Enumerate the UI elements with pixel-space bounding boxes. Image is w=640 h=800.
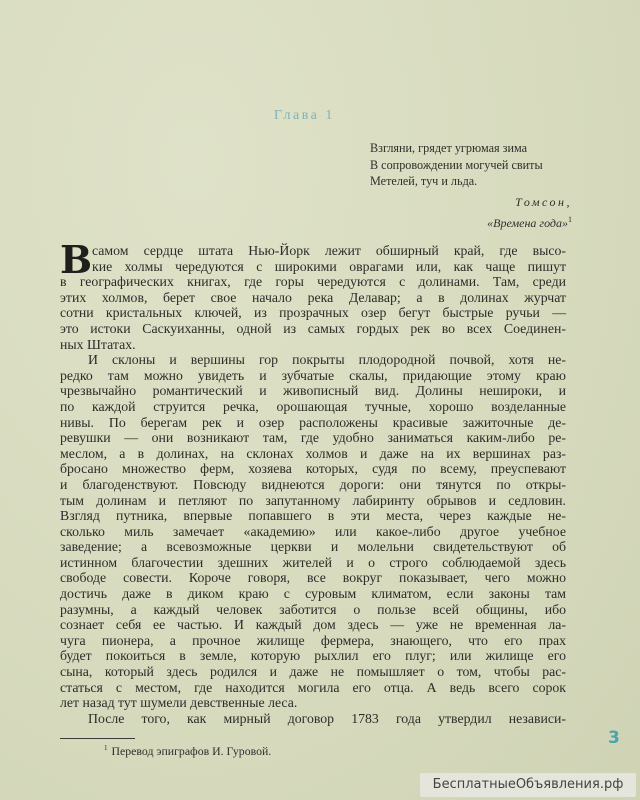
text-line: достичь даже в диком краю с суровым климатом, если законы там — [60, 586, 566, 602]
text-line: бросано множество ферм, хозяева которых, судя по всему, преуспевают — [60, 461, 566, 477]
text-line: разумны, а каждый человек заботится о пользе всей общины, ибо — [60, 601, 566, 617]
epigraph-line: Метелей, туч и льда. — [370, 174, 478, 188]
text-line: сознает себя ее частью. И каждый дом здесь — уже не временная ла- — [60, 617, 566, 633]
text-line: свободе совести. Короче говоря, все вокруг показывает, чего можно — [60, 570, 566, 586]
text-line: редко там можно увидеть и зубчатые скалы, придающие этому краю — [60, 367, 566, 383]
text-line: ревушки — они возникают там, где удобно заниматься каким-либо ре- — [60, 430, 566, 446]
epigraph-line: В сопровождении могучей свиты — [370, 157, 543, 172]
text-line: И склоны и вершины гор покрыты плодородной почвой, хотя не- — [88, 352, 566, 368]
drop-cap: В — [60, 237, 93, 282]
epigraph — [370, 140, 575, 190]
epigraph-work: «Времена года»$^1$ — [487, 215, 572, 230]
footnote-marker: 1 — [568, 215, 572, 224]
footnote-text: Перевод эпиграфов И. Гуровой. — [111, 744, 272, 758]
epigraph-author: Томсон, — [515, 195, 572, 209]
text-line: этих холмов, берет свое начало река Делавар; а в долинах журчат — [60, 289, 566, 305]
text-line: лет назад тут шумели девственные леса. — [60, 695, 298, 711]
footnote — [104, 744, 271, 759]
text-line: сына, который здесь родился и даже не помышляет о том, чтобы рас- — [60, 664, 566, 680]
text-line: кие холмы чередуются с широкими оврагами или, как чаще пишут — [92, 258, 566, 274]
epigraph-attribution — [487, 194, 572, 232]
footnote-marker: 1 — [104, 744, 108, 753]
text-line: сколько миль замечает «академию» или какое-либо другое учебное — [60, 523, 566, 539]
watermark-label: БесплатныеОбъявления.рф — [420, 773, 636, 797]
text-line: будет покоиться в земле, которую рыхлил его плуг; или жилище его — [60, 648, 566, 664]
text-line: статься с местом, где находится могила его отца. А ведь всего сорок — [60, 679, 566, 695]
text-line: ных Штатах. — [60, 336, 136, 352]
text-line: чрезвычайно романтический и живописный вид. Долины неширoки, и — [60, 383, 566, 399]
text-line: в географических книгах, где горы чередуются с долинами. Там, среди — [60, 274, 566, 290]
text-line: чуга пионера, а прочное жилище фермера, знающего, что его прах — [60, 632, 566, 648]
text-line: по каждой струится речка, орошающая тучные, хорошо возделанные — [60, 398, 566, 414]
footnote-divider — [60, 738, 135, 739]
epigraph-line: Взгляни, грядет угрюмая зима — [370, 141, 528, 155]
text-line: нивы. По берегам рек и озер расположены красивые зажиточные де- — [60, 414, 566, 430]
text-line: тым долинам и петляют по запутанному лабиринту обрывов и седловин. — [60, 492, 566, 508]
text-line: меслом, а в долинах, на склонах холмов и даже на их вершинах раз- — [60, 445, 566, 461]
text-line: самом сердце штата Нью-Йорк лежит обширный край, где высо- — [92, 243, 566, 258]
text-line: заведение; а всевозможные церкви и молельни свидетельствуют об — [60, 539, 566, 555]
text-line: истинном благочестии здешних жителей и о строго соблюдаемой здесь — [60, 554, 566, 570]
chapter-title: Глава 1 — [274, 108, 335, 123]
text-line: это истоки Саскуиханны, одной из самых гордых рек во всех Соединен- — [60, 320, 566, 336]
text-line: сотни кристальных ключей, из прозрачных озер бегут быстрые ручьи — — [60, 305, 566, 321]
page-number: 3 — [608, 728, 620, 748]
text-line: После того, как мирный договор 1783 года утвердил независи- — [88, 710, 566, 726]
body-text — [60, 237, 566, 726]
text-line: и благоденствуют. Повсюду виднеются дороги: они тянутся по откры- — [60, 476, 566, 492]
text-line: Взгляд путника, впервые попавшего в эти места, через каждые не- — [60, 508, 566, 524]
